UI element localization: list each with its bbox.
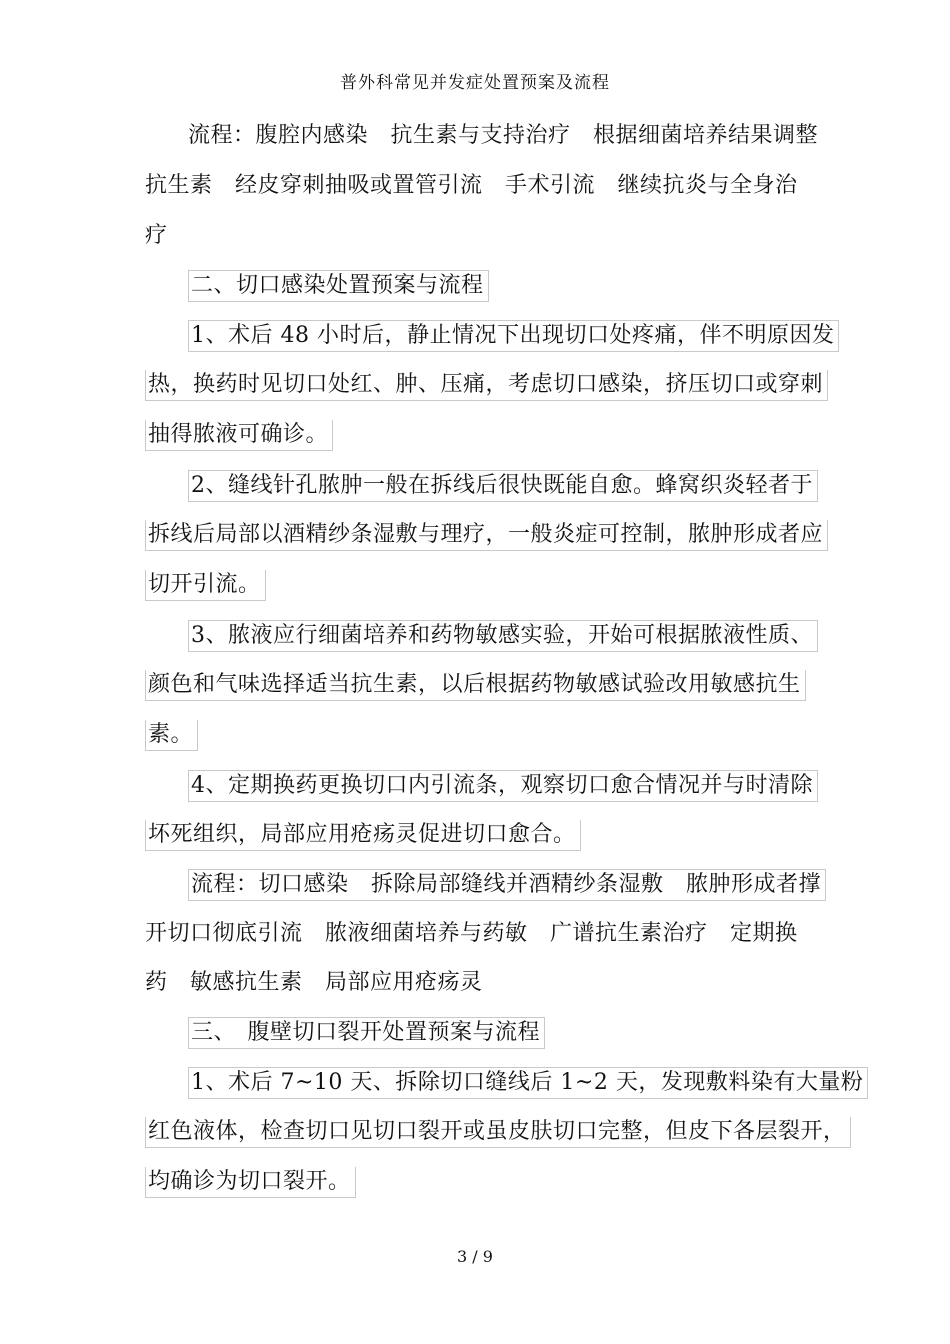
paragraph-line: 颜色和气味选择适当抗生素，以后根据药物敏感试验改用敏感抗生 bbox=[145, 670, 806, 701]
flow-line: 抗生素 经皮穿刺抽吸或置管引流 手术引流 继续抗炎与全身治 bbox=[145, 173, 798, 198]
paragraph-line: 均确诊为切口裂开。 bbox=[145, 1167, 356, 1198]
paragraph-line: 1、术后 48 小时后，静止情况下出现切口处疼痛，伴不明原因发 bbox=[188, 320, 839, 352]
flow-line: 疗 bbox=[145, 223, 168, 248]
paragraph-line: 抽得脓液可确诊。 bbox=[145, 420, 333, 451]
paragraph-line: 1、术后 7~10 天、拆除切口缝线后 1~2 天，发现敷料染有大量粉 bbox=[188, 1067, 868, 1099]
flow-line: 流程：腹腔内感染 抗生素与支持治疗 根据细菌培养结果调整 bbox=[188, 123, 819, 148]
paragraph-line: 坏死组织，局部应用疮疡灵促进切口愈合。 bbox=[145, 820, 581, 851]
paragraph-line: 红色液体，检查切口见切口裂开或虽皮肤切口完整，但皮下各层裂开， bbox=[145, 1117, 851, 1148]
page-number: 3 / 9 bbox=[457, 1247, 493, 1266]
flow-line: 流程：切口感染 拆除局部缝线并酒精纱条湿敷 脓肿形成者撑 bbox=[188, 869, 826, 901]
running-header: 普外科常见并发症处置预案及流程 bbox=[340, 73, 610, 93]
flow-line: 开切口彻底引流 脓液细菌培养与药敏 广谱抗生素治疗 定期换 bbox=[145, 921, 798, 946]
flow-line: 药 敏感抗生素 局部应用疮疡灵 bbox=[145, 970, 483, 995]
paragraph-line: 热，换药时见切口处红、肿、压痛，考虑切口感染，挤压切口或穿刺 bbox=[145, 370, 828, 401]
section-heading: 三、 腹壁切口裂开处置预案与流程 bbox=[188, 1017, 545, 1049]
paragraph-line: 4、定期换药更换切口内引流条，观察切口愈合情况并与时清除 bbox=[188, 770, 818, 802]
paragraph-line: 切开引流。 bbox=[145, 570, 266, 601]
paragraph-line: 2、缝线针孔脓肿一般在拆线后很快既能自愈。蜂窝织炎轻者于 bbox=[188, 470, 818, 502]
paragraph-line: 素。 bbox=[145, 720, 198, 751]
paragraph-line: 3、脓液应行细菌培养和药物敏感实验，开始可根据脓液性质、 bbox=[188, 620, 818, 652]
paragraph-line: 拆线后局部以酒精纱条湿敷与理疗，一般炎症可控制，脓肿形成者应 bbox=[145, 520, 828, 551]
section-heading: 二、切口感染处置预案与流程 bbox=[188, 270, 489, 302]
